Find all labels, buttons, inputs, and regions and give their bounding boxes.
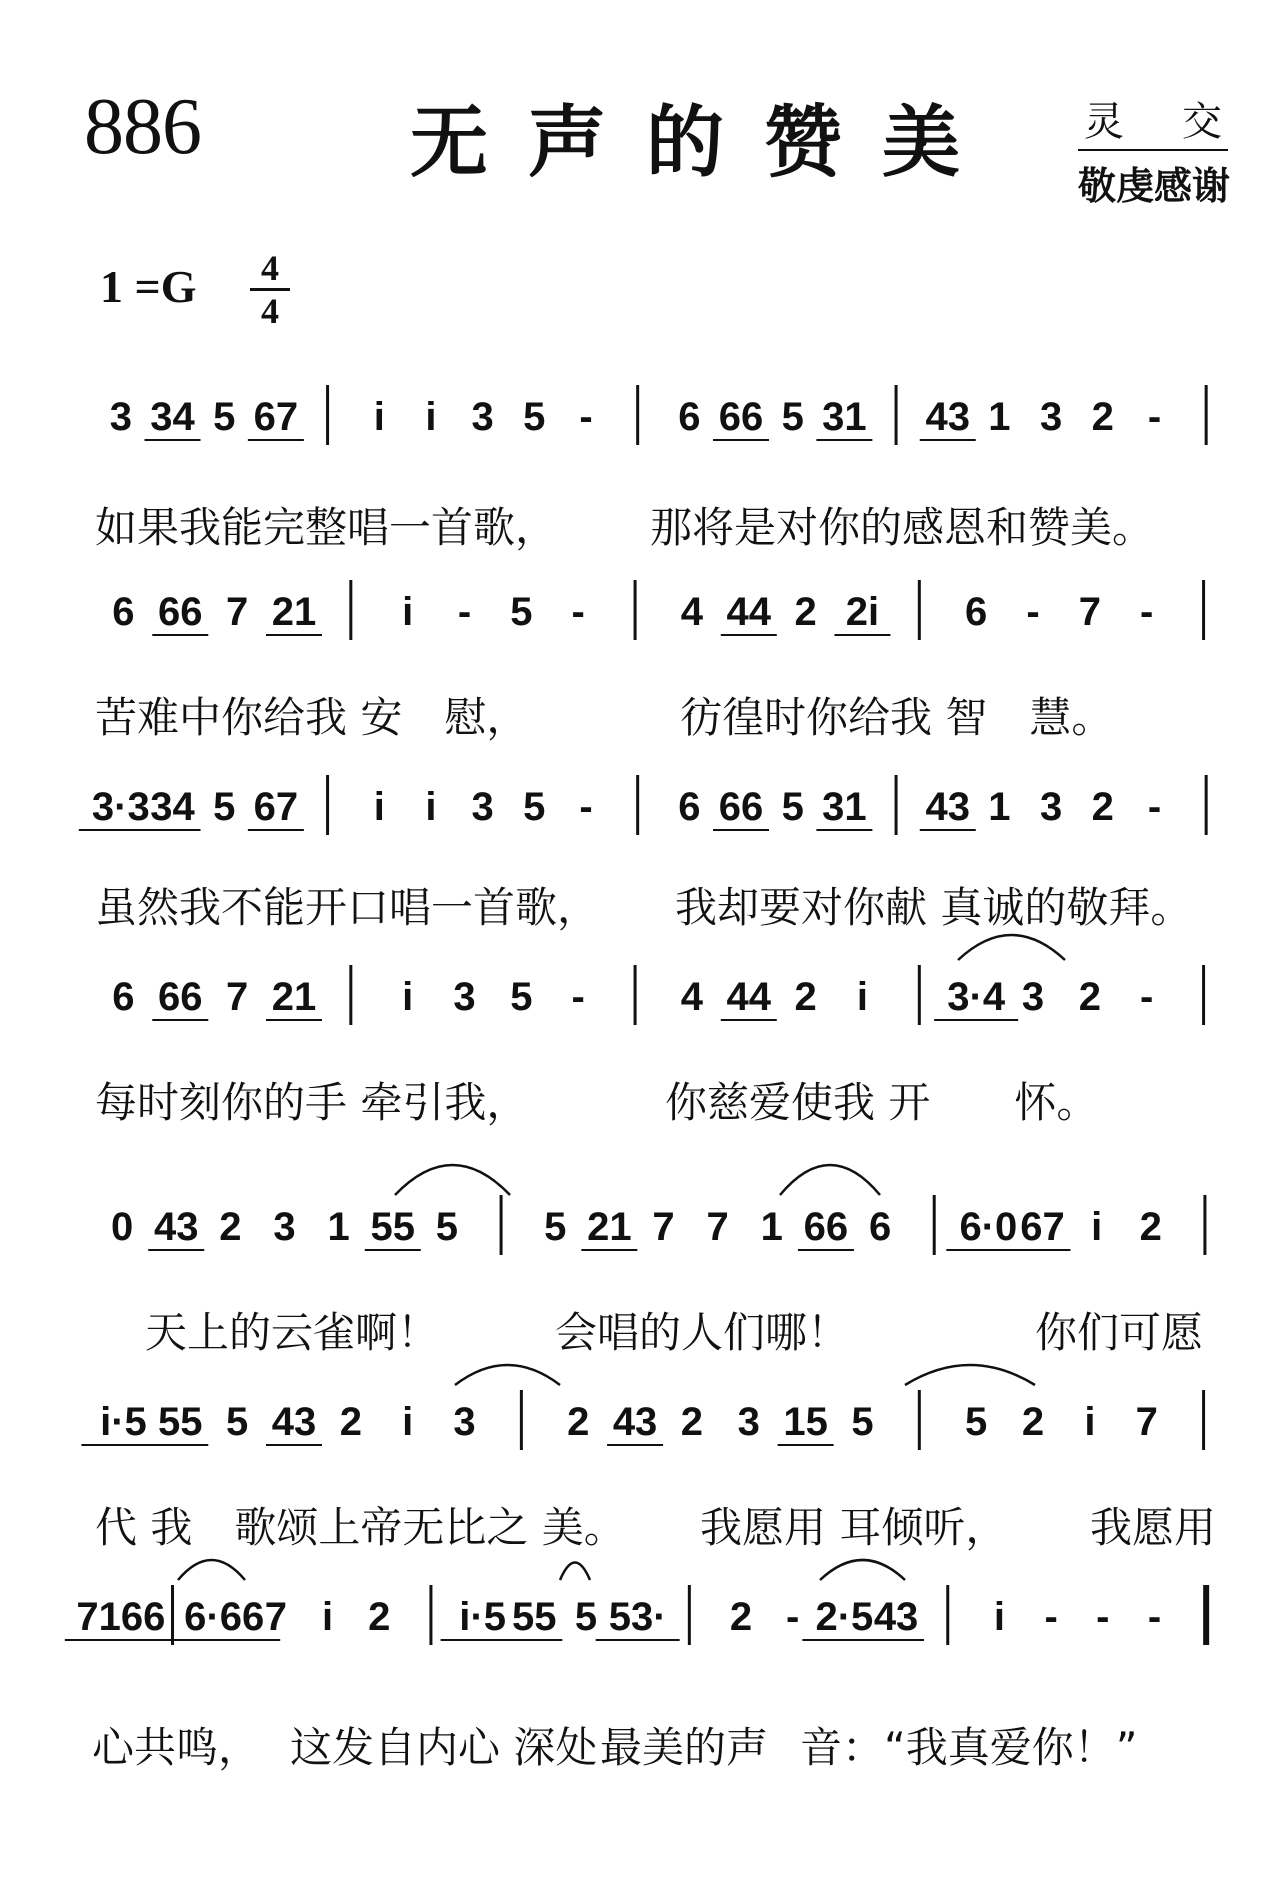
lyric-line: 音：“我真爱你！” — [800, 1723, 1138, 1772]
note-group: 7 — [226, 590, 249, 634]
note-group: 6 — [112, 590, 135, 634]
note-group: 2 — [339, 1400, 362, 1444]
note-group: - — [571, 975, 585, 1019]
note-group: 5 — [510, 590, 533, 634]
note-group: - — [1147, 785, 1162, 829]
note-group: 5 — [213, 785, 236, 829]
note-group: 7 — [706, 1205, 729, 1249]
note-group: i — [856, 975, 869, 1019]
note-group: 4 — [680, 590, 704, 634]
note-group: 31 — [822, 395, 867, 439]
slur-arc — [178, 1560, 245, 1580]
note-group: i — [1084, 1400, 1096, 1444]
note-group: 2 — [219, 1205, 242, 1249]
note-group: 2 — [1021, 1400, 1045, 1444]
note-group: - — [1026, 590, 1040, 634]
note-group: - — [579, 785, 593, 829]
note-group: 6 — [868, 1205, 892, 1249]
time-signature-denominator: 4 — [261, 291, 279, 331]
note-group: 3 — [109, 395, 132, 439]
note-group: 2i — [845, 590, 880, 634]
note-group: 21 — [271, 975, 317, 1019]
lyric-line: 最美的声 — [600, 1723, 769, 1772]
note-group: 66 — [718, 395, 764, 439]
slur-arc — [395, 1165, 510, 1195]
lyric-line: 你们可愿 — [1035, 1308, 1204, 1357]
note-group: 1 — [988, 395, 1011, 439]
note-group: i·5 — [100, 1400, 147, 1444]
note-group: 5 — [510, 975, 533, 1019]
lyric-line: 如果我能完整唱一首歌， — [95, 503, 558, 552]
note-group: - — [579, 395, 593, 439]
note-group: 3 — [453, 975, 476, 1019]
lyric-line: 那将是对你的感恩和赞美。 — [650, 503, 1155, 552]
note-group: 34 — [150, 785, 195, 829]
note-group: 7 — [1135, 1400, 1158, 1444]
note-group: 6 — [112, 975, 135, 1019]
note-group: 6 — [965, 590, 988, 634]
credit-lyricist: 灵 — [1084, 99, 1124, 145]
lyric-line: 彷徨时你给我 智 慧。 — [680, 693, 1114, 742]
note-group: 66 — [158, 590, 203, 634]
note-group: - — [457, 590, 472, 634]
note-group: 2 — [794, 975, 817, 1019]
note-group: 66 — [158, 975, 203, 1019]
note-group: 3 — [737, 1400, 760, 1444]
note-group: 43 — [873, 1595, 919, 1639]
note-group: 6 — [678, 395, 701, 439]
note-group: - — [1140, 590, 1154, 634]
note-group: 3·4 — [947, 975, 1006, 1019]
note-group: 31 — [822, 785, 867, 829]
note-group: - — [786, 1595, 800, 1639]
credit-thanks: 敬虔感谢 — [1078, 164, 1231, 208]
note-group: 5 — [781, 785, 804, 829]
lyric-line: 代 我 歌颂上帝无比之 美。 — [95, 1503, 626, 1552]
note-group: 2 — [729, 1595, 753, 1639]
note-group: 55 — [158, 1400, 203, 1444]
note-group: - — [1140, 975, 1154, 1019]
note-group: i — [425, 395, 437, 439]
note-group: 5 — [781, 395, 804, 439]
note-group: 2 — [1091, 785, 1114, 829]
song-title: 无声的赞美 — [410, 97, 1001, 188]
note-group: 5 — [523, 395, 546, 439]
note-group: 21 — [271, 590, 317, 634]
note-group: 5 — [851, 1400, 874, 1444]
note-group: 66 — [718, 785, 764, 829]
note-group: 55 — [370, 1205, 416, 1249]
lyric-line: 这发自内心 深处 — [290, 1723, 598, 1772]
note-group: 21 — [587, 1205, 632, 1249]
note-group: i — [322, 1595, 334, 1639]
slur-arc — [820, 1560, 905, 1580]
note-group: 3 — [1039, 395, 1063, 439]
slur-arc — [560, 1563, 590, 1581]
note-group: - — [1096, 1595, 1110, 1639]
note-group: 1 — [760, 1205, 783, 1249]
note-group: 6·0 — [959, 1205, 1018, 1249]
slur-arc — [958, 935, 1065, 960]
note-group: 3 — [471, 395, 494, 439]
lyric-line: 你慈爱使我 开 怀。 — [665, 1078, 1099, 1127]
slur-arc — [780, 1165, 880, 1195]
note-group: 43 — [271, 1400, 317, 1444]
note-group: 55 — [512, 1595, 557, 1639]
note-group: - — [1044, 1595, 1058, 1639]
note-group: 6 — [678, 785, 701, 829]
note-group: 15 — [783, 1400, 828, 1444]
lyric-line: 每时刻你的手 牵引我， — [95, 1078, 529, 1127]
note-group: i — [373, 395, 385, 439]
song-number: 886 — [84, 83, 201, 171]
note-group: 67 — [253, 395, 299, 439]
note-group: 5 — [965, 1400, 988, 1444]
lyric-line: 苦难中你给我 安 慰， — [95, 693, 529, 742]
note-group: 2 — [680, 1400, 704, 1444]
note-group: 53· — [608, 1595, 667, 1639]
note-group: 7 — [1078, 590, 1101, 634]
note-group: 43 — [925, 395, 970, 439]
note-group: 2·5 — [815, 1595, 874, 1639]
note-group: - — [571, 590, 585, 634]
note-group: 3 — [471, 785, 494, 829]
note-group: 3·3 — [91, 785, 150, 829]
note-group: 43 — [612, 1400, 658, 1444]
note-group: i — [373, 785, 385, 829]
note-group: 2 — [1139, 1205, 1162, 1249]
note-group: 4 — [680, 975, 704, 1019]
time-signature-numerator: 4 — [261, 248, 279, 288]
note-group: - — [1147, 395, 1162, 439]
note-group: 2 — [1091, 395, 1114, 439]
note-group: i — [402, 590, 414, 634]
note-group: i — [1091, 1205, 1103, 1249]
note-group: i — [402, 1400, 414, 1444]
note-group: 3 — [273, 1205, 296, 1249]
note-group: 43 — [153, 1205, 199, 1249]
note-group: 3 — [1039, 785, 1063, 829]
key-signature: 1 =G — [100, 261, 197, 312]
note-group: 66 — [803, 1205, 849, 1249]
note-group: 2 — [1078, 975, 1101, 1019]
lyric-line: 我却要对你献 真诚的敬拜。 — [675, 883, 1193, 932]
note-group: 0 — [110, 1205, 134, 1249]
note-group: 3 — [1021, 975, 1045, 1019]
note-group: 5 — [435, 1205, 459, 1249]
note-group: 43 — [925, 785, 970, 829]
slur-arc — [455, 1365, 560, 1385]
slur-arc — [905, 1365, 1035, 1385]
note-group: 6·66 — [184, 1595, 265, 1639]
note-group: i·5 — [459, 1595, 506, 1639]
note-group: 2 — [794, 590, 817, 634]
lyric-line: 虽然我不能开口唱一首歌， — [95, 883, 600, 932]
lyric-line: 会唱的人们哪！ — [555, 1308, 850, 1357]
note-group: 2 — [368, 1595, 391, 1639]
note-group: 34 — [150, 395, 195, 439]
note-group: 7 — [226, 975, 249, 1019]
note-group: i — [993, 1595, 1005, 1639]
note-group: 5 — [226, 1400, 249, 1444]
note-group: 67 — [253, 785, 299, 829]
note-group: 1 — [327, 1205, 350, 1249]
lyric-line: 我愿用 耳倾听， — [700, 1503, 1008, 1552]
note-group: 67 — [1020, 1205, 1065, 1249]
lyric-line: 心共鸣， — [92, 1723, 261, 1772]
note-group: 44 — [726, 590, 772, 634]
lyric-line: 我愿用 — [1090, 1503, 1217, 1552]
note-group: 5 — [544, 1205, 567, 1249]
note-group: 7 — [652, 1205, 675, 1249]
note-group: - — [1147, 1595, 1162, 1639]
note-group: 7166 — [76, 1595, 166, 1639]
note-group: 5 — [574, 1595, 598, 1639]
note-group: 44 — [726, 975, 772, 1019]
note-group: 5 — [213, 395, 236, 439]
credit-composer: 交 — [1182, 99, 1222, 145]
note-group: 5 — [523, 785, 546, 829]
note-group: 7 — [264, 1595, 288, 1639]
lyric-line: 天上的云雀啊！ — [145, 1308, 440, 1357]
note-group: 2 — [567, 1400, 590, 1444]
note-group: 1 — [988, 785, 1011, 829]
note-group: 3 — [453, 1400, 476, 1444]
note-group: i — [425, 785, 437, 829]
note-group: i — [402, 975, 414, 1019]
